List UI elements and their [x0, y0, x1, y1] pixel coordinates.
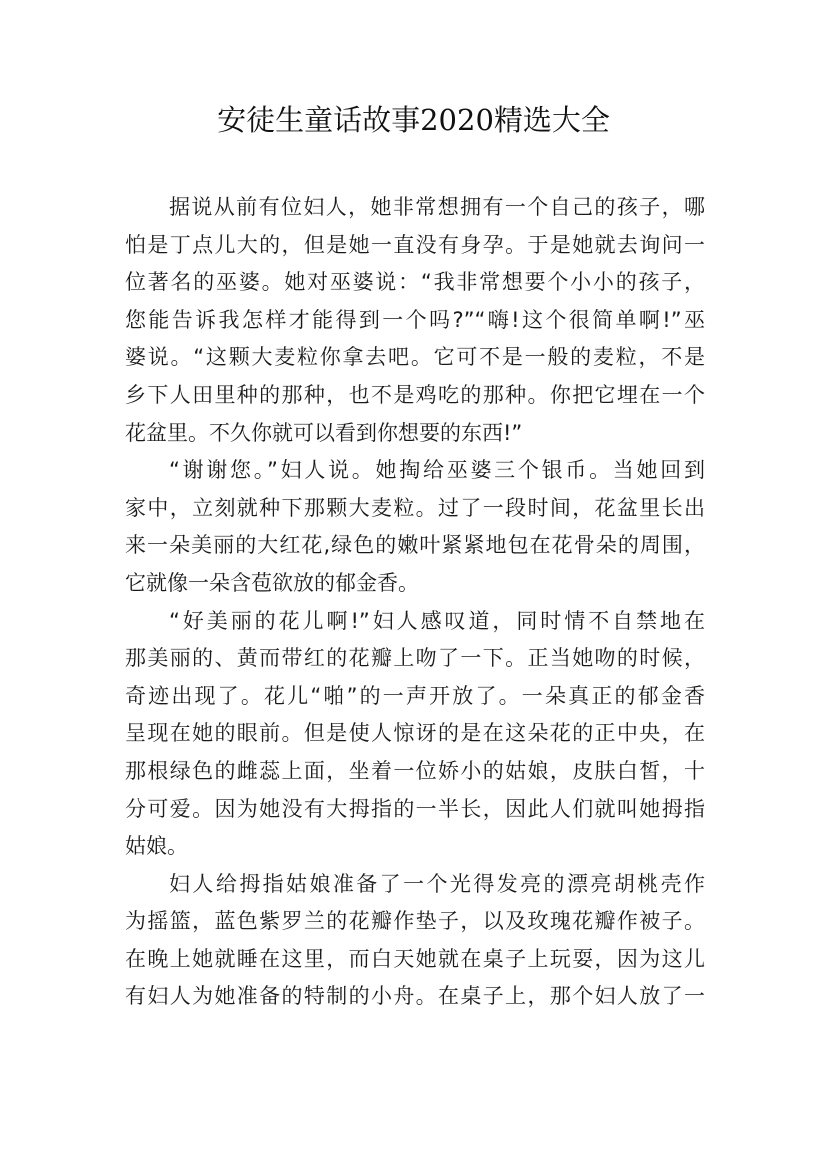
text-line: “好美丽的花儿啊!”妇人感叹道，同时情不自禁地在 [169, 608, 705, 633]
text-line: “谢谢您。”妇人说。她掏给巫婆三个银币。当她回到 [169, 458, 705, 483]
text-line: 据说从前有位妇人，她非常想拥有一个自己的孩子，哪 [169, 195, 705, 219]
text-line: 有妇人为她准备的特制的小舟。在桌子上，那个妇人放了一 [125, 984, 705, 1009]
text-line: 在晚上她就睡在这里，而白天她就在桌子上玩耍，因为这儿 [125, 946, 705, 971]
text-line: 呈现在她的眼前。但是使人惊讶的是在这朵花的正中央，在 [125, 721, 705, 746]
text-line: 姑娘。 [125, 834, 188, 859]
text-line: 婆说。“这颗大麦粒你拿去吧。它可不是一般的麦粒，不是 [125, 345, 705, 370]
text-line: 那根绿色的雌蕊上面，坐着一位娇小的姑娘，皮肤白皙，十 [125, 758, 705, 783]
text-line: 为摇篮，蓝色紫罗兰的花瓣作垫子，以及玫瑰花瓣作被子。 [125, 909, 705, 934]
text-line: 您能告诉我怎样才能得到一个吗?”“嗨!这个很简单啊!”巫 [125, 307, 705, 332]
document-title: 安徒生童话故事2020精选大全 [217, 103, 610, 137]
text-line: 分可爱。因为她没有大拇指的一半长，因此人们就叫她拇指 [125, 796, 705, 821]
text-line: 来一朵美丽的大红花,绿色的嫩叶紧紧地包在花骨朵的周围， [125, 533, 705, 558]
text-line: 妇人给拇指姑娘准备了一个光得发亮的漂亮胡桃壳作 [169, 871, 705, 896]
text-line: 它就像一朵含苞欲放的郁金香。 [125, 570, 419, 595]
text-line: 奇迹出现了。花儿“啪”的一声开放了。一朵真正的郁金香 [125, 683, 705, 708]
story-body [125, 189, 715, 1016]
text-line: 那美丽的、黄而带红的花瓣上吻了一下。正当她吻的时候， [125, 646, 705, 671]
text-line: 乡下人田里种的那种，也不是鸡吃的那种。你把它埋在一个 [125, 382, 705, 407]
text-line: 花盆里。不久你就可以看到你想要的东西!” [125, 420, 523, 445]
text-line: 怕是丁点儿大的，但是她一直没有身孕。于是她就去询问一 [125, 232, 705, 257]
text-line: 家中，立刻就种下那颗大麦粒。过了一段时间，花盆里长出 [125, 495, 705, 520]
text-line: 位著名的巫婆。她对巫婆说：“我非常想要个小小的孩子， [125, 270, 705, 295]
